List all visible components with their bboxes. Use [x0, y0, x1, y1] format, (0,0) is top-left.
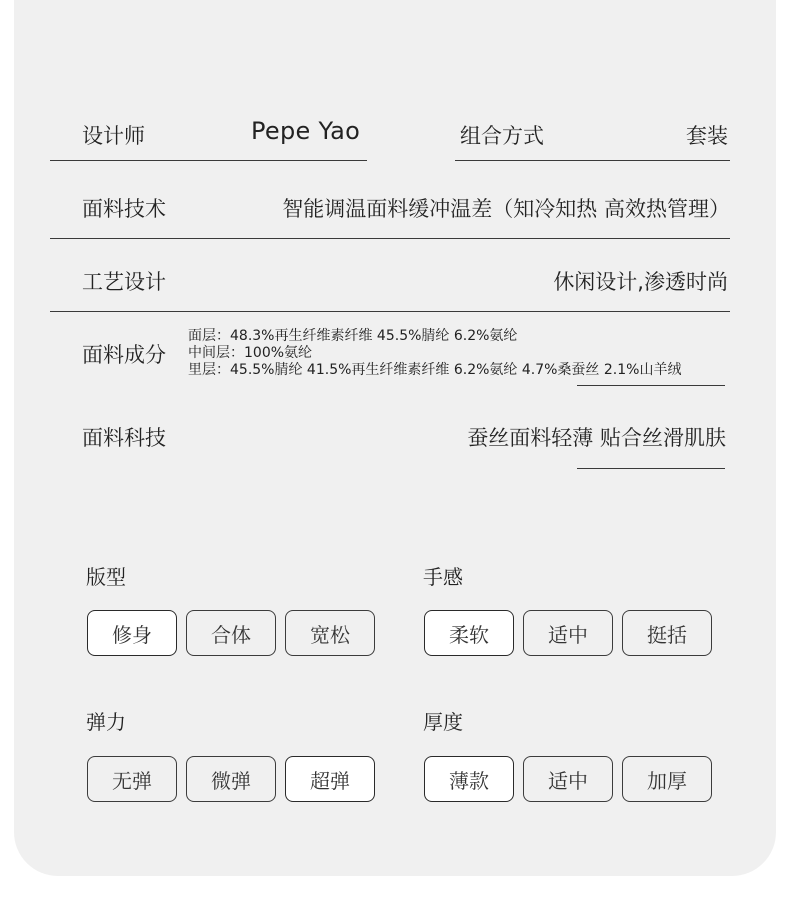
stretch-option-none[interactable]: 无弹 [87, 756, 177, 802]
composition-line-inner: 里层：45.5%腈纶 41.5%再生纤维素纤维 6.2%氨纶 4.7%桑蚕丝 2.1%山羊绒 [188, 362, 682, 378]
fabric-science-label: 面料科技 [82, 426, 166, 450]
composition-line-middle: 中间层：100%氨纶 [188, 345, 313, 361]
combination-label: 组合方式 [460, 124, 544, 148]
divider [577, 468, 725, 469]
thickness-option-thick[interactable]: 加厚 [622, 756, 712, 802]
divider [50, 238, 730, 239]
fabric-science-value: 蚕丝面料轻薄 贴合丝滑肌肤 [467, 426, 726, 450]
divider [577, 385, 725, 386]
divider [50, 160, 367, 161]
stretch-option-super[interactable]: 超弹 [285, 756, 375, 802]
stretch-option-slight[interactable]: 微弹 [186, 756, 276, 802]
divider [50, 311, 730, 312]
stretch-title: 弹力 [86, 710, 126, 734]
thickness-option-thin[interactable]: 薄款 [424, 756, 514, 802]
fabric-tech-value: 智能调温面料缓冲温差（知冷知热 高效热管理） [282, 197, 730, 221]
feel-option-soft[interactable]: 柔软 [424, 610, 514, 656]
feel-title: 手感 [423, 565, 463, 589]
craft-value: 休闲设计,渗透时尚 [553, 270, 728, 294]
feel-option-crisp[interactable]: 挺括 [622, 610, 712, 656]
thickness-option-medium[interactable]: 适中 [523, 756, 613, 802]
thickness-title: 厚度 [423, 710, 463, 734]
divider [455, 160, 730, 161]
combination-value: 套装 [686, 124, 728, 148]
fit-option-loose[interactable]: 宽松 [285, 610, 375, 656]
composition-list [188, 328, 681, 379]
designer-value: Pepe Yao [251, 117, 361, 145]
fit-option-slim[interactable]: 修身 [87, 610, 177, 656]
feel-option-medium[interactable]: 适中 [523, 610, 613, 656]
fabric-tech-label: 面料技术 [82, 197, 166, 221]
composition-label: 面料成分 [82, 343, 166, 367]
composition-line-outer: 面层：48.3%再生纤维素纤维 45.5%腈纶 6.2%氨纶 [188, 328, 518, 344]
designer-label: 设计师 [82, 124, 145, 148]
craft-label: 工艺设计 [82, 270, 166, 294]
fit-title: 版型 [86, 565, 126, 589]
fit-option-regular[interactable]: 合体 [186, 610, 276, 656]
